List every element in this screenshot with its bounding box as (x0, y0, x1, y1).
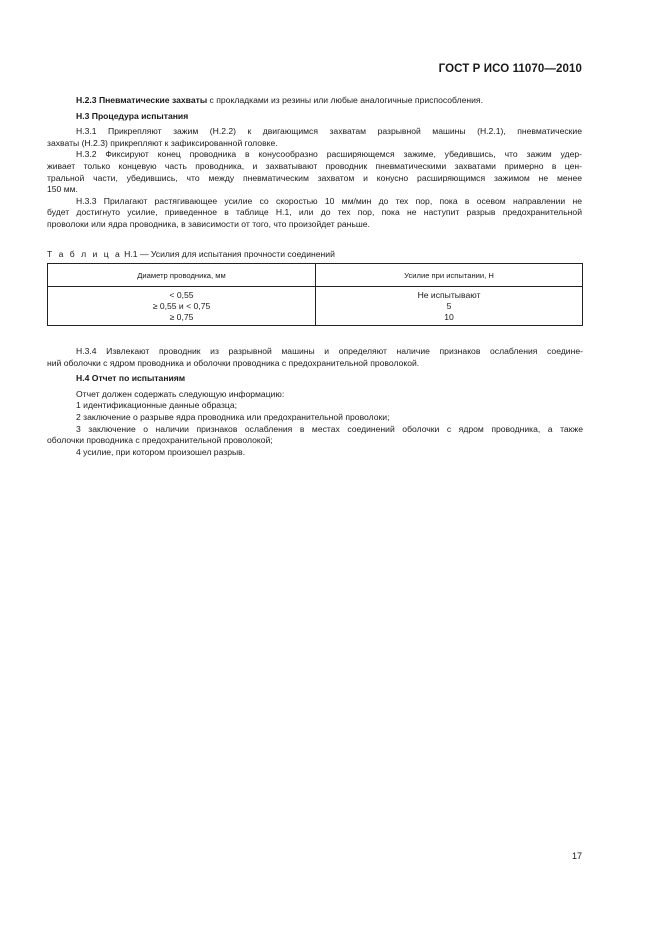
table-caption (47, 249, 335, 259)
text-line: Н.3.1 Прикрепляют зажим (Н.2.2) к двигающимся захватам разрывной машины (Н.2.1), пневматические (76, 126, 582, 137)
list-item: 2 заключение о разрыве ядра проводника или предохранительной проволоки; (76, 411, 390, 422)
clause-text: с прокладками из резины или любые аналогичные приспособления. (207, 95, 483, 105)
force-value: 10 (444, 312, 454, 322)
paragraph-h2-3 (76, 95, 582, 107)
force-table (47, 263, 583, 326)
text-line: проволоки или ядра проводника, в зависимости от того, что произойдет раньше. (47, 218, 370, 229)
paragraph-h3-1 (47, 126, 582, 149)
diameter-value: ≥ 0,75 (169, 312, 194, 322)
table-caption-prefix: Т а б л и ц а (47, 249, 122, 259)
document-header: ГОСТ Р ИСО 11070—2010 (438, 63, 582, 75)
text-line: Н.3.2 Фиксируют конец проводника в конусообразно расширяющемся зажиме, убедившись, что зажим удер- (76, 149, 582, 160)
text-line: будет достигнуто усилие, приведенное в таблице Н.1, или до тех пор, пока не наступит разрыв предохранительной (47, 207, 582, 218)
page-number: 17 (571, 851, 582, 861)
clause-term: Пневматические захваты (98, 95, 208, 105)
force-cell (316, 287, 583, 326)
diameter-cell (48, 287, 316, 326)
section-heading-h4: Н.4 Отчет по испытаниям (76, 373, 186, 384)
diameter-value: < 0,55 (169, 290, 194, 300)
paragraph-h3-2 (47, 149, 582, 195)
column-header-diameter: Диаметр проводника, мм (48, 264, 316, 287)
text-line: 150 мм. (47, 184, 78, 195)
table-header-row (48, 264, 583, 287)
force-value: Не испытывают (417, 290, 481, 300)
list-item-continuation: оболочки проводника с предохранительной проволокой; (47, 435, 273, 446)
text-line: живает только концевую часть проводника, и захватывают проводник пневматическими захватами примерно в цен- (47, 160, 582, 171)
report-intro: Отчет должен содержать следующую информацию: (76, 388, 285, 399)
section-heading-h3: Н.3 Процедура испытания (76, 110, 189, 121)
table-caption-text: Н.1 — Усилия для испытания прочности соединений (121, 249, 335, 259)
paragraph-h3-3 (47, 195, 582, 231)
diameter-value: ≥ 0,55 и < 0,75 (152, 301, 211, 311)
table-row (48, 287, 583, 326)
body-text (47, 95, 582, 231)
column-header-force: Усилие при испытании, Н (316, 264, 583, 287)
text-line: ний оболочки с ядром проводника и оболочки проводника с предохранительной проволокой. (47, 357, 420, 368)
body-text-after-table (47, 346, 583, 458)
text-line: тральной части, убедившись, что между пневматическим захватом и конусно расширяющимся зажимом не менее (47, 172, 582, 183)
text-line: Н.3.4 Извлекают проводник из разрывной машины и определяют наличие признаков ослабления соедине- (76, 346, 583, 356)
clause-number: Н.2.3 (76, 95, 97, 105)
list-item: 3 заключение о наличии признаков ослабления в местах соединений оболочки с ядром проводника, а также (76, 423, 583, 434)
list-item: 1 идентификационные данные образца; (76, 400, 238, 411)
list-item: 4 усилие, при котором произошел разрыв. (76, 446, 246, 457)
text-line: Н.3.3 Прилагают растягивающее усилие со скоростью 10 мм/мин до тех пор, пока в осевом направлении не (76, 195, 582, 206)
force-value: 5 (446, 301, 452, 311)
text-line: захваты (Н.2.3) прикрепляют к зафиксированной головке. (47, 137, 278, 148)
